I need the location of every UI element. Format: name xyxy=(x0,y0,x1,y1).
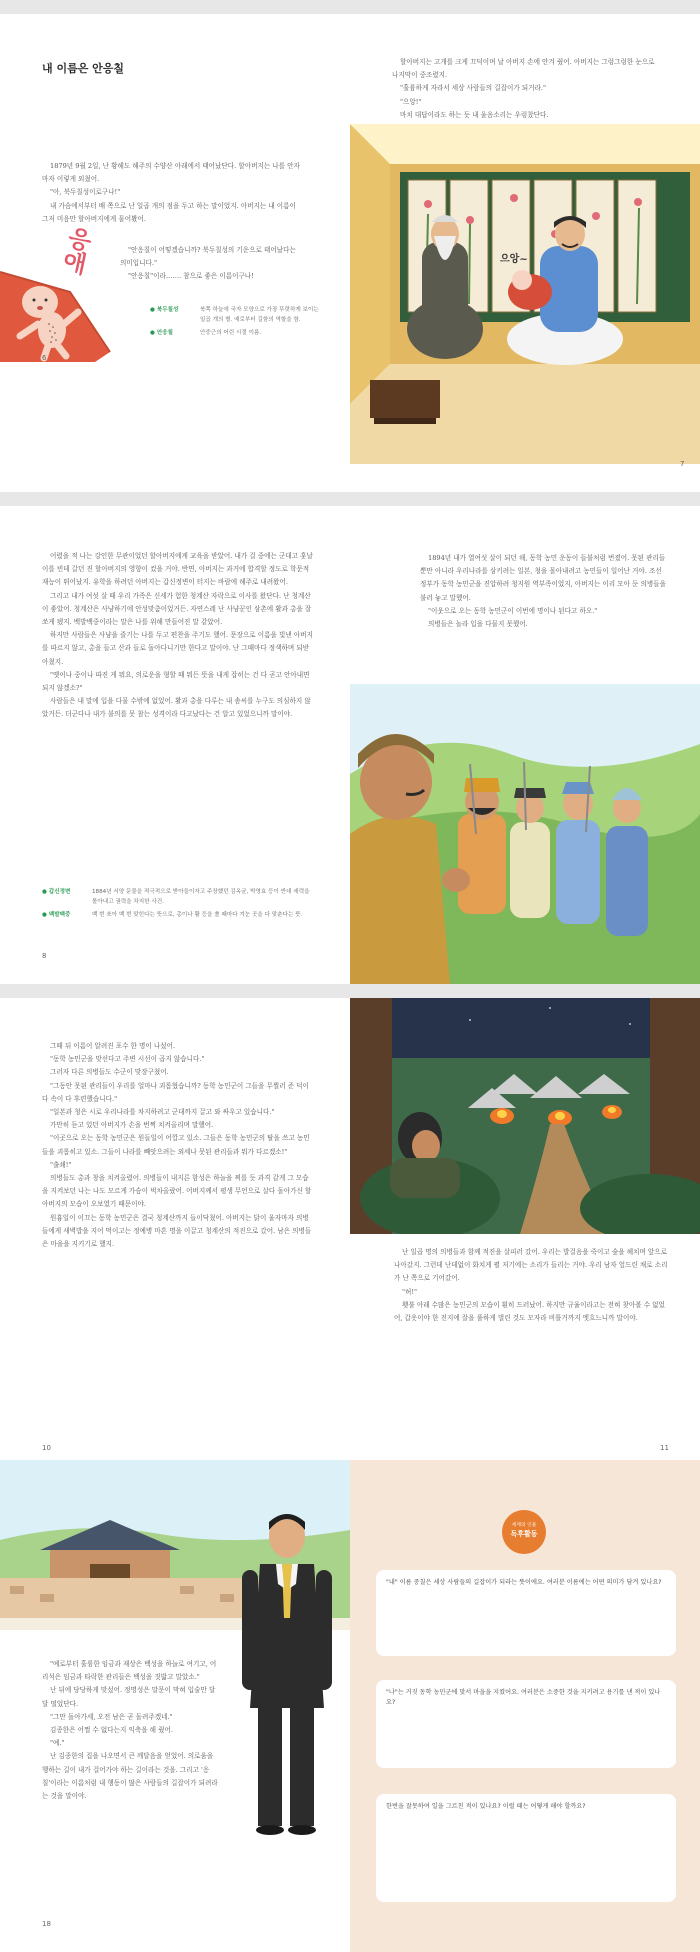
family-room-illustration xyxy=(350,124,700,464)
page-number: 7 xyxy=(680,460,685,468)
question-box xyxy=(376,1570,676,1656)
paragraph: 어렸을 적 나는 강인한 무관이었던 할아버지에게 교육을 받았어. 내가 걸 중에는 군대고 훗날이를 빈데 갈던 진 할아버지의 영향이 컸을 거야. 반면, 아버지는 과거에 합격할 정도로 학문적 재능이 뛰어났지. 유학을 하려던 아버지는 갑신정변이 터지는 바람에 해주로 내려왔어. xyxy=(42,552,313,587)
paragraph: "허!" xyxy=(402,1287,418,1296)
paragraph: "일본과 청은 시로 우리나라를 차지하려고 군대까지 끌고 와 싸우고 있습니다." xyxy=(50,1108,275,1117)
question-text: "나"는 거짓 동학 농민군에 맞서 마을을 지켰어요. 여러분은 소중한 것을 지키려고 용기를 낸 적이 있나요? xyxy=(386,1689,661,1706)
paragraph: 의병들은 놀라 입을 다물지 못했어. xyxy=(428,620,528,629)
body-text xyxy=(120,244,304,284)
page-number: 10 xyxy=(42,1444,51,1452)
activity-page xyxy=(350,1460,700,1952)
paragraph: 난 뒤에 당당하게 맞섰어. 정명성은 말문이 막혀 입술만 달달 떨었단다. xyxy=(42,1686,216,1708)
scene-cry-sound: 으앙~ xyxy=(500,254,528,265)
paragraph: "그동안 못된 관리들이 우리를 얼마나 괴롭혔습니까? 동학 농민군이 그들을 무찔러 준 덕이다 속이 다 후련했습니다." xyxy=(42,1081,309,1103)
paragraph: "그만 돌아가세, 오전 남은 곧 돌려주겠네." xyxy=(50,1712,173,1721)
glossary-definition: 북쪽 하늘에 국자 모양으로 가장 뚜렷하게 보이는 일곱 개의 별. 예로부터 길함의 역할을 함. xyxy=(200,307,319,323)
paragraph: 1879년 9월 2일, 난 황해도 해주의 수양산 아래에서 태어났단다. 할아버지는 나를 안자마자 이렇게 외쳤어. xyxy=(42,162,300,184)
paragraph: 원흉일이 이끄는 동학 농민군은 결국 청계산까지 들이닥쳤어. 아버지는 닭이 울자마자 의병들에게 새벽밥을 지어 먹이고는 정예병 마흔 명을 이끌고 청계산의 적진으로 갔어. 남은 의병들은 마을을 지키기로 했지. xyxy=(42,1213,312,1249)
glossary-item xyxy=(150,306,320,325)
glossary-term: ● 백발백중 xyxy=(42,912,71,918)
body-text xyxy=(42,1040,314,1251)
paragraph: 하지만 사람들은 사냥을 즐기는 나를 두고 편찬을 주기도 했어. 문장으로 이름을 빛낸 아버지를 따르지 않고, 총을 들고 산과 들로 돌아다니기만 한다고 말이야. 난 그때마다 정색하며 되받아쳤지. xyxy=(42,631,313,666)
spread-pages-8-9 xyxy=(0,506,700,984)
body-text xyxy=(394,1246,668,1325)
glossary xyxy=(150,306,320,343)
page-9 xyxy=(350,506,700,984)
spread-divider xyxy=(0,984,700,998)
activity-badge xyxy=(502,1510,546,1554)
glossary-term: ● 갑신정변 xyxy=(42,889,71,895)
paragraph: "옛이나 중이나 따진 게 뭐요, 의로운을 형할 때 뭐든 뜻을 내게 잡히는 건 다 곧고 안아내면 되지 않겠소?" xyxy=(42,670,310,693)
glossary-definition: 안중근의 어린 시절 이름. xyxy=(200,330,262,336)
glossary-item xyxy=(42,888,314,907)
glossary-term: ● 북두칠성 xyxy=(150,307,179,313)
paragraph: "안응칠"이라……. 참으로 좋은 이름이구나! xyxy=(128,272,254,281)
paragraph: "예." xyxy=(50,1739,65,1748)
baby-cry-sound: 응애 xyxy=(56,223,94,277)
page-7 xyxy=(350,14,700,492)
paragraph: 마치 대답이라도 하는 듯 내 울음소리는 우렁찼단다. xyxy=(400,110,549,119)
paragraph: 난 김종한의 집을 나오면서 큰 깨달음을 얻었어. 의로움을 행하는 길이 내가 걸어가야 하는 길이라는 것을. 그리고 '응칠'이라는 이름처럼 내 행동이 많은 사람들의 길잡이가 되려라는 것을 말이야. xyxy=(42,1752,218,1801)
volunteer-army-illustration xyxy=(350,684,700,984)
page-10 xyxy=(0,998,350,1476)
paragraph: "안응칠이 어떻겠습니까? 북두칠성의 기운으로 태어났다는 의미입니다." xyxy=(120,246,296,268)
page-number: 6 xyxy=(42,354,47,362)
glossary xyxy=(42,888,314,925)
glossary-definition: 1884년 서양 문물을 적극적으로 받아들이자고 주장했던 김옥균, 박영효 등이 반대 세력을 몰아내고 권력을 차지한 사건. xyxy=(92,889,310,905)
glossary-definition: 백 번 쏘아 백 번 맞힌다는 뜻으로, 총이나 활 등을 쏠 때마다 겨눈 곳을 다 맞춘다는 뜻. xyxy=(92,912,303,918)
paragraph: "출쇄!" xyxy=(50,1160,72,1169)
paragraph: "이웃으로 오는 동학 농민군이 이번에 명이나 된다고 하오." xyxy=(428,606,598,615)
night-camp-illustration xyxy=(350,998,700,1234)
body-text xyxy=(392,56,662,122)
page-11 xyxy=(350,998,700,1476)
paragraph: 난 일곱 명의 의병들과 함께 적진을 살피러 갔어. 우리는 발걸음을 죽이고 숲을 헤치며 앞으로 나아갔지. 그런데 난데없이 화치게 펼 저기에는 소리가 들리는 거야. 우리 남자 엎드린 채로 소리가 난 쪽으로 기어갔어. xyxy=(394,1248,668,1283)
spread-divider xyxy=(0,492,700,506)
glossary-item xyxy=(42,911,314,921)
badge-bottom-label: 독후활동 xyxy=(510,1530,538,1538)
spread-pages-6-7 xyxy=(0,14,700,492)
question-box xyxy=(376,1680,676,1768)
paragraph: 김종한은 어쩔 수 없다는지 익축을 해 줬어. xyxy=(50,1726,173,1735)
chapter-title: 내 이름은 안응칠 xyxy=(42,62,125,75)
glossary-term: ● 안응칠 xyxy=(150,330,174,336)
paragraph: "훌륭하게 자라서 세상 사람들의 길잡이가 되거라." xyxy=(400,84,547,93)
paragraph: 1894년 내가 열여섯 살이 되던 해, 동학 농민 운동이 들불처럼 번졌어. 못된 관리들뿐만 아니라 우리나라를 삼키려는 일본, 청을 몰아내려고 농민들이 일어난 거야. 조선 정부가 동학 농민군을 진압하려 청지원 역부족이었지, 아버지는 이리 모아 둔 의병들을 불러 놓고 말했어. xyxy=(420,554,666,602)
body-text xyxy=(420,552,670,631)
body-text xyxy=(42,160,304,226)
paragraph: 횃불 아래 수많은 농민군의 모습이 훤히 드러났어. 하지만 규율이라고는 전혀 찾아볼 수 없었어, 갑옷이야 한 진지에 잘을 풀하게 벌린 것도 모자라 비틀거까지 엣흐느니까 말이야. xyxy=(394,1300,665,1323)
paragraph: 사람들은 내 말에 입을 다물 수밖에 없었어. 활과 총을 다루는 내 솜씨를 누구도 의심하지 않았거든. 더군다나 내가 불의를 못 참는 성격이라 다고났다는 건 알고 있었으니까 말이야. xyxy=(42,697,311,719)
question-text: 한번을 잘못하여 일을 그르친 적이 있나요? 이럴 때는 어떻게 해야 할까요? xyxy=(386,1803,586,1810)
paragraph: 그때 뒤 이름이 알려진 포수 한 명이 나섰어. xyxy=(50,1042,176,1050)
paragraph: "이곳으로 오는 동학 농민군은 원들일이 어깝고 있소. 그들은 동학 농민군의 탈을 쓰고 농민들을 괴롭히고 있소. 그들이 나라를 빼앗으려는 외세나 못된 관리들과 뭐가 다르겠소!" xyxy=(42,1134,310,1156)
badge-top-label: 세계의 인물 xyxy=(511,1523,537,1528)
page-6 xyxy=(0,14,350,492)
paragraph: "으앙!" xyxy=(400,97,422,106)
question-text: "내" 이름 중칠은 세상 사람들의 길잡이가 되라는 뜻이에요. 여러분 이름에는 어떤 의미가 담겨 있나요? xyxy=(386,1579,662,1586)
paragraph: 그리고 내가 여섯 살 때 우리 가족은 신세가 험한 청계산 자락으로 이사를 왔단다. 난 청계산이 좋았어. 청계산은 사냥하기에 안성맞춤이었거든. 자연스레 난 사냥꾼인 삼촌에 활과 총을 잘 쏘게 됐지. 백발백중이라는 말은 나를 위해 만들어진 말 같았어. xyxy=(42,591,312,627)
glossary-item xyxy=(150,329,320,339)
page-18 xyxy=(0,1460,350,1952)
page-number: 8 xyxy=(42,952,47,960)
paragraph: 그러자 다른 의병들도 수군이 맞장구쳤어. xyxy=(50,1068,169,1077)
paragraph: 내 가슴에서부터 배 쪽으로 난 일곱 개의 점을 두고 하는 말이었지. 아버지는 내 이름이 그저 미음만 할아버지에게 물어봤어. xyxy=(42,201,296,223)
spread-pages-18-activity xyxy=(0,1460,700,1952)
spread-pages-10-11 xyxy=(0,998,700,1476)
page-number: 11 xyxy=(660,1444,669,1452)
question-box xyxy=(376,1794,676,1902)
paragraph: "아, 북두칠성이로구나!" xyxy=(50,188,121,197)
body-text xyxy=(42,1658,220,1803)
paragraph: 할아버지는 고개를 크게 끄덕이며 날 아버지 손에 안겨 줬어. 아버지는 그렁그렁한 눈으로 나지막이 중조렸지. xyxy=(392,58,655,80)
paragraph: 의병들도 총과 창을 치켜올렸어. 의병들이 내지른 함성은 하늘을 찌를 듯 과격 같게 그 모습을 지켜보던 나는 나도 모르게 가슴이 벅차올랐어. 어버지께서 평생 무언으로 살다 돌아가신 할아버지의 모습이 오보였기 때문이야. xyxy=(42,1174,312,1209)
paragraph: 가만히 듣고 있던 아버지가 손을 번쩍 치켜올리며 말했어. xyxy=(50,1121,214,1130)
paragraph: "예로부터 훌륭한 임금과 재상은 백성을 하늘로 여기고, 어리석은 임금과 타락한 관리들은 백성을 짓밟고 말았소." xyxy=(42,1660,217,1682)
page-8 xyxy=(0,506,350,984)
man-in-suit-illustration xyxy=(232,1508,342,1838)
paragraph: "동학 농민군을 맞선다고 주변 시선이 곱지 않습니다." xyxy=(50,1055,205,1064)
page-number: 18 xyxy=(42,1920,51,1928)
body-text xyxy=(42,550,314,722)
